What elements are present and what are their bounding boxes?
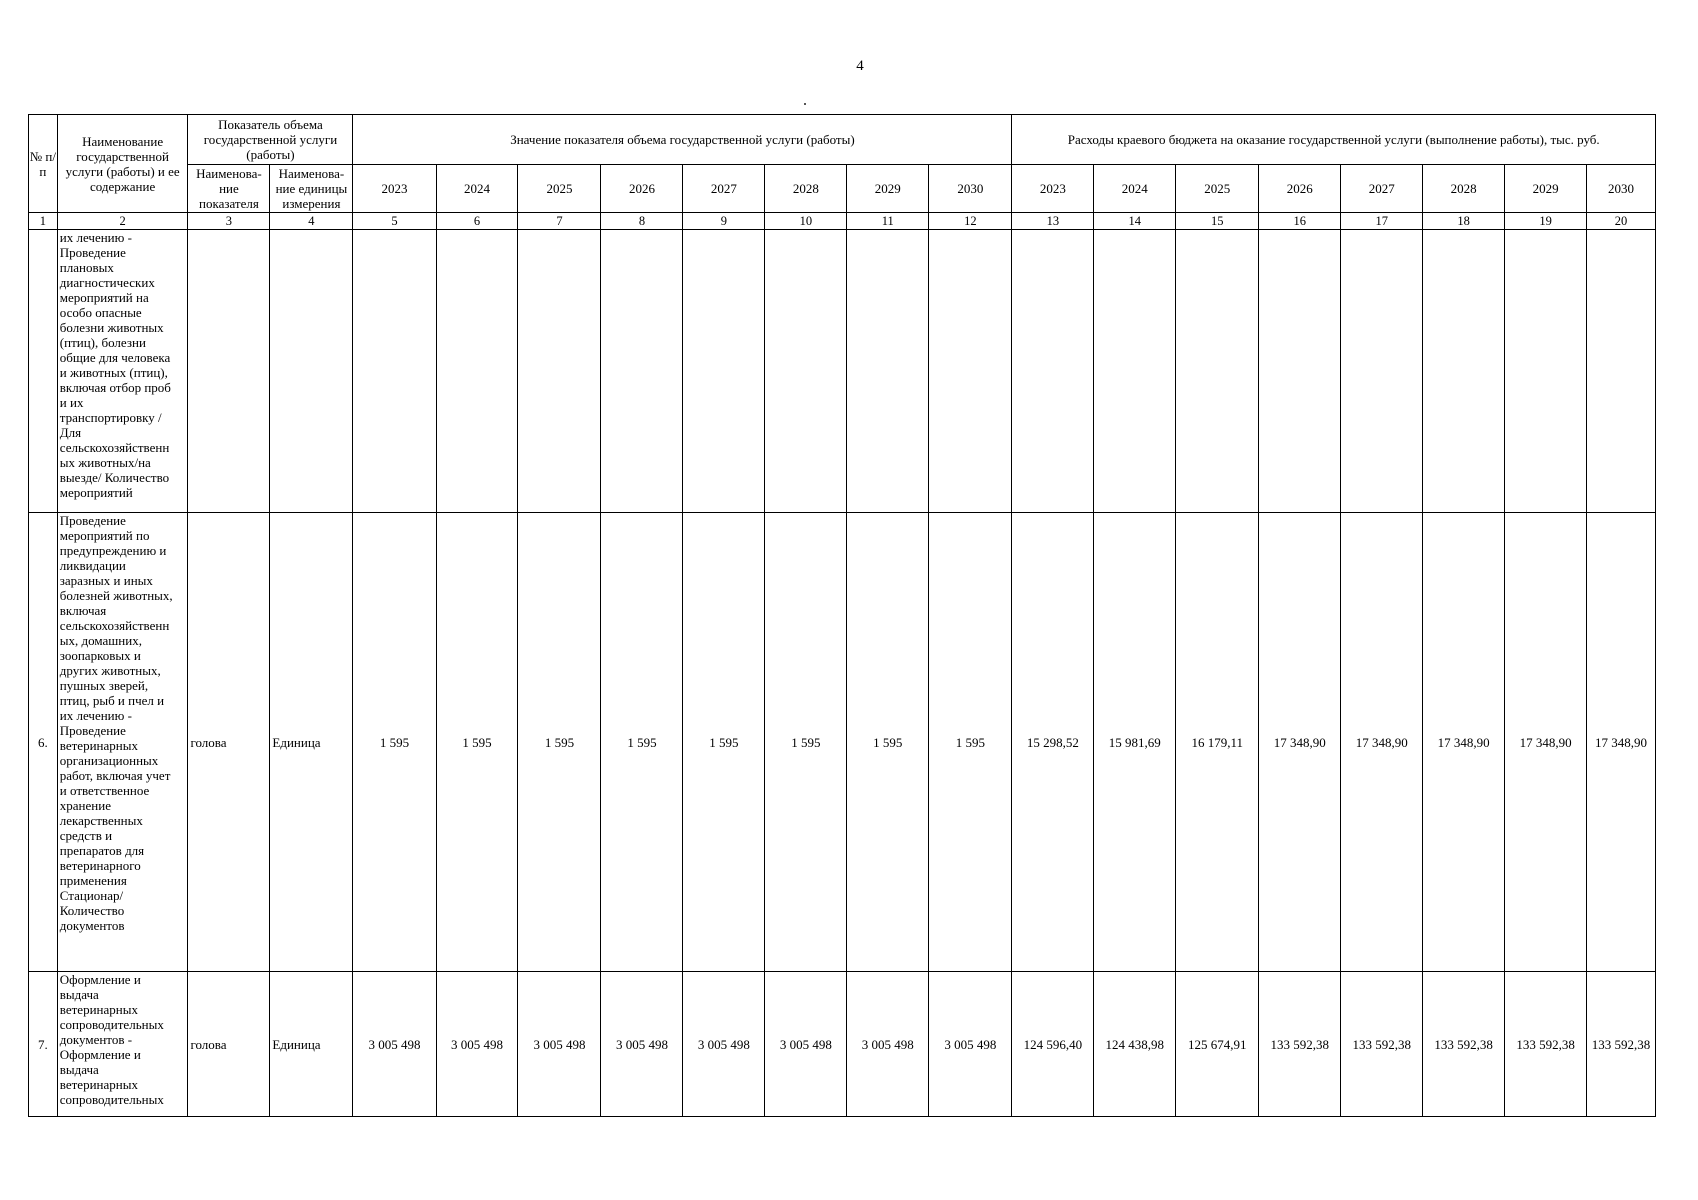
service-name: их лечению - Проведение плановых диагностических мероприятий на особо опасные болезни животных (птиц), болезни общие для человека и животных (птиц), включая отбор проб и их транспортировку / Для сельскохозяйственн ых животных/на выезде/ Количество мероприятий [57, 230, 188, 513]
value-cell [765, 230, 847, 513]
column-number: 7 [518, 213, 601, 230]
table-row [29, 972, 1656, 1117]
header-value-year: 2030 [929, 165, 1012, 213]
row-num: 7. [29, 972, 58, 1117]
expense-cell: 17 348,90 [1423, 513, 1505, 972]
header-expense-year: 2030 [1587, 165, 1656, 213]
header-value-year: 2024 [436, 165, 518, 213]
value-cell: 1 595 [353, 513, 436, 972]
indicator-name: голова [188, 972, 270, 1117]
expense-cell: 133 592,38 [1259, 972, 1341, 1117]
header-expense-year: 2025 [1176, 165, 1259, 213]
value-cell [353, 230, 436, 513]
expense-cell: 133 592,38 [1587, 972, 1656, 1117]
value-cell [847, 230, 929, 513]
row-num [29, 230, 58, 513]
column-number: 18 [1423, 213, 1505, 230]
expense-cell [1176, 230, 1259, 513]
header-expense-year: 2024 [1094, 165, 1176, 213]
value-cell: 1 595 [847, 513, 929, 972]
column-number: 13 [1012, 213, 1094, 230]
expense-cell: 15 981,69 [1094, 513, 1176, 972]
column-number: 8 [601, 213, 683, 230]
value-cell: 1 595 [518, 513, 601, 972]
header-indicator-group: Показатель объема государственной услуги (работы) [188, 115, 353, 165]
column-number: 12 [929, 213, 1012, 230]
value-cell: 3 005 498 [518, 972, 601, 1117]
expense-cell [1012, 230, 1094, 513]
service-name: Проведение мероприятий по предупреждению и ликвидации заразных и иных болезней животных, включая сельскохозяйственн ых, домашних, зоопарковых и других животных, пушных зверей, птиц, рыб и пчел и их лечению - Проведение ветеринарных организационных работ, включая учет и ответственное хранение лекарственных средств и препаратов для ветеринарного применения Стационар/ Количество документов [57, 513, 188, 972]
expense-cell [1259, 230, 1341, 513]
header-value-year: 2026 [601, 165, 683, 213]
value-cell: 1 595 [436, 513, 518, 972]
header-value-year: 2027 [683, 165, 765, 213]
header-expense-group: Расходы краевого бюджета на оказание государственной услуги (выполнение работы), тыс. руб. [1012, 115, 1656, 165]
value-cell [436, 230, 518, 513]
column-number: 11 [847, 213, 929, 230]
header-expense-year: 2023 [1012, 165, 1094, 213]
expense-cell: 133 592,38 [1423, 972, 1505, 1117]
expense-cell [1505, 230, 1587, 513]
expense-cell [1341, 230, 1423, 513]
header-service-name: Наименование государственной услуги (работы) и ее содержание [57, 115, 188, 213]
column-number: 20 [1587, 213, 1656, 230]
value-cell: 3 005 498 [847, 972, 929, 1117]
header-value-year: 2025 [518, 165, 601, 213]
header-value-year: 2023 [353, 165, 436, 213]
header-row-top [29, 115, 1656, 165]
column-number: 16 [1259, 213, 1341, 230]
expense-cell: 15 298,52 [1012, 513, 1094, 972]
value-cell: 3 005 498 [683, 972, 765, 1117]
value-cell [518, 230, 601, 513]
header-expense-year: 2026 [1259, 165, 1341, 213]
expense-cell: 133 592,38 [1341, 972, 1423, 1117]
header-value-year: 2029 [847, 165, 929, 213]
column-number: 14 [1094, 213, 1176, 230]
value-cell: 1 595 [601, 513, 683, 972]
service-name: Оформление и выдача ветеринарных сопроводительных документов - Оформление и выдача ветеринарных сопроводительных [57, 972, 188, 1117]
column-number: 15 [1176, 213, 1259, 230]
column-number: 2 [57, 213, 188, 230]
expense-cell: 17 348,90 [1587, 513, 1656, 972]
expense-cell: 124 596,40 [1012, 972, 1094, 1117]
column-number: 9 [683, 213, 765, 230]
value-cell: 3 005 498 [601, 972, 683, 1117]
expense-cell [1094, 230, 1176, 513]
value-cell [929, 230, 1012, 513]
expense-cell: 124 438,98 [1094, 972, 1176, 1117]
value-cell: 3 005 498 [765, 972, 847, 1117]
indicator-name: голова [188, 513, 270, 972]
expense-cell [1423, 230, 1505, 513]
header-value-year: 2028 [765, 165, 847, 213]
indicator-name [188, 230, 270, 513]
expense-cell [1587, 230, 1656, 513]
header-expense-year: 2029 [1505, 165, 1587, 213]
expense-cell: 17 348,90 [1505, 513, 1587, 972]
indicator-unit [270, 230, 353, 513]
value-cell [683, 230, 765, 513]
indicator-unit: Единица [270, 972, 353, 1117]
value-cell: 3 005 498 [929, 972, 1012, 1117]
expense-cell: 16 179,11 [1176, 513, 1259, 972]
page-number: 4 [856, 58, 864, 74]
column-number-row [29, 213, 1656, 230]
header-indicator-name: Наименова-ние показателя [188, 165, 270, 213]
table-row [29, 230, 1656, 513]
expense-cell: 17 348,90 [1259, 513, 1341, 972]
header-indicator-unit: Наименова-ние единицы измерения [270, 165, 353, 213]
header-value-group: Значение показателя объема государственной услуги (работы) [353, 115, 1012, 165]
column-number: 4 [270, 213, 353, 230]
column-number: 6 [436, 213, 518, 230]
column-number: 10 [765, 213, 847, 230]
header-row-sub [29, 165, 1656, 213]
column-number: 19 [1505, 213, 1587, 230]
column-number: 17 [1341, 213, 1423, 230]
column-number: 3 [188, 213, 270, 230]
row-num: 6. [29, 513, 58, 972]
value-cell: 3 005 498 [436, 972, 518, 1117]
services-table [28, 114, 1656, 1117]
scan-speck [804, 103, 806, 105]
table-row [29, 513, 1656, 972]
expense-cell: 125 674,91 [1176, 972, 1259, 1117]
header-num: № п/п [29, 115, 58, 213]
expense-cell: 133 592,38 [1505, 972, 1587, 1117]
value-cell: 1 595 [929, 513, 1012, 972]
indicator-unit: Единица [270, 513, 353, 972]
header-expense-year: 2028 [1423, 165, 1505, 213]
expense-cell: 17 348,90 [1341, 513, 1423, 972]
value-cell: 3 005 498 [353, 972, 436, 1117]
column-number: 5 [353, 213, 436, 230]
header-expense-year: 2027 [1341, 165, 1423, 213]
value-cell: 1 595 [683, 513, 765, 972]
value-cell [601, 230, 683, 513]
value-cell: 1 595 [765, 513, 847, 972]
column-number: 1 [29, 213, 58, 230]
